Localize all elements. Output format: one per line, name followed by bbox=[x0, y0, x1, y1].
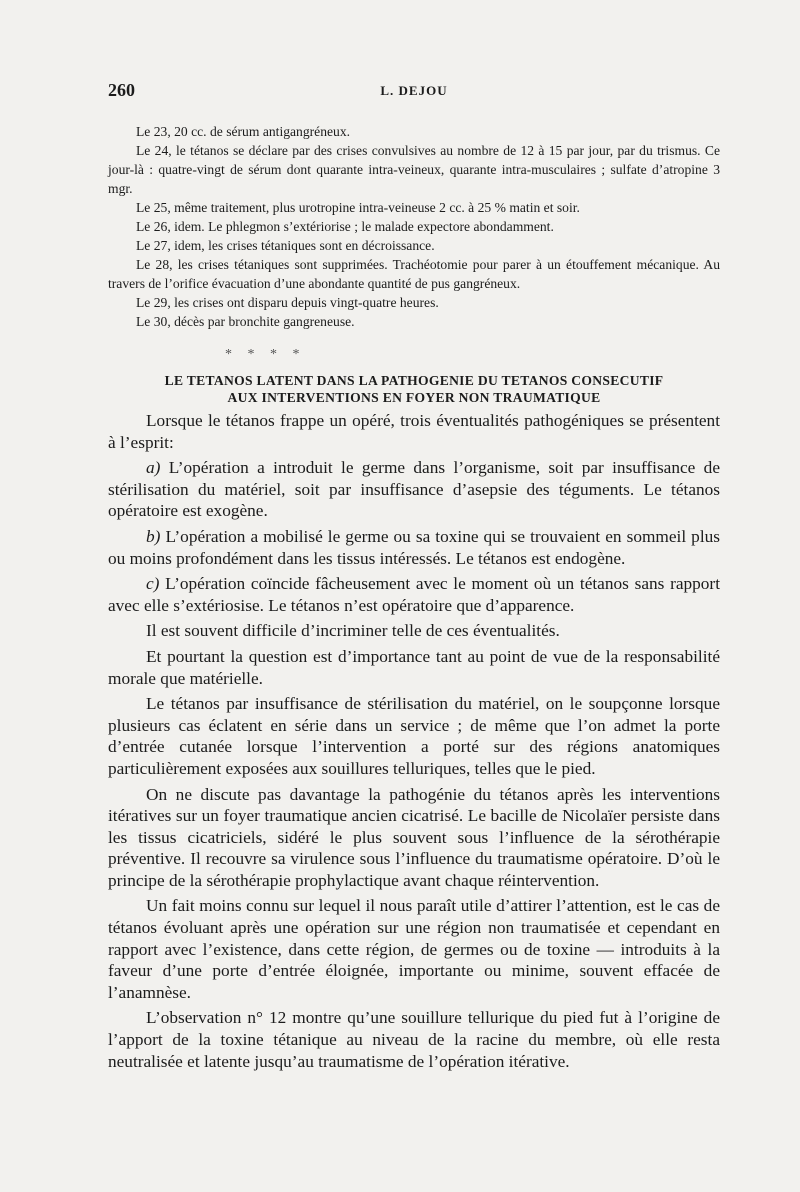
paragraph-a bbox=[108, 457, 720, 522]
paragraph-2: Et pourtant la question est d’importance tant au point de vue de la responsabilité morale que matérielle. bbox=[108, 646, 720, 688]
note-day-28: Le 28, les crises tétaniques sont supprimées. Trachéotomie pour parer à un étouffement mécanique. Au travers de l’orifice évacuation d’une abondante quantité de pus gangréneux. bbox=[108, 257, 720, 291]
note-day-23: Le 23, 20 cc. de sérum antigangréneux. bbox=[136, 124, 351, 139]
item-text-c: L’opération coïncide fâcheusement avec le moment où un tétanos sans rapport avec elle s’extériosise. Le tétanos n’est opératoire que d’apparence. bbox=[108, 574, 720, 615]
item-text-a: L’opération a introduit le germe dans l’organisme, soit par insuffisance de stérilisation du matériel, soit par insuffisance d’asepsie des téguments. Le tétanos opératoire est exogène. bbox=[108, 458, 720, 521]
paragraph-5: Un fait moins connu sur lequel il nous paraît utile d’attirer l’attention, est le cas de tétanos évoluant après une opération sur une région non traumatisée et cependant en rapport avec l’existence, dans cette région, de germes ou de toxine — introduits à la faveur d’une porte d’entrée éloignée, importante ou minime, souvent effacée de l’anamnèse. bbox=[108, 896, 720, 1002]
page-header bbox=[108, 80, 720, 102]
item-marker-c: c) bbox=[146, 574, 160, 594]
main-text bbox=[108, 410, 720, 1076]
item-marker-b: b) bbox=[146, 526, 161, 546]
paragraph-3: Le tétanos par insuffisance de stérilisation du matériel, on le soupçonne lorsque plusieurs cas éclatent en série dans un service ; de même que l’on admet la porte d’entrée cutanée lorsque l’intervention a porté sur des régions anatomiques particulièrement exposées aux souillures telluriques, telles que le pied. bbox=[108, 694, 720, 778]
section-title-line-2: AUX INTERVENTIONS EN FOYER NON TRAUMATIQUE bbox=[227, 390, 601, 405]
paragraph-b bbox=[108, 526, 720, 569]
paragraph-intro: Lorsque le tétanos frappe un opéré, trois éventualités pathogéniques se présentent à l’esprit: bbox=[108, 411, 720, 452]
paragraph-1: Il est souvent difficile d’incriminer telle de ces éventualités. bbox=[146, 621, 560, 641]
section-ornament: * * * * bbox=[225, 347, 306, 362]
note-day-27: Le 27, idem, les crises tétaniques sont en décroissance. bbox=[136, 238, 435, 253]
note-day-29: Le 29, les crises ont disparu depuis vingt-quatre heures. bbox=[136, 295, 439, 310]
running-head: L. DEJOU bbox=[380, 83, 448, 98]
note-day-24: Le 24, le tétanos se déclare par des crises convulsives au nombre de 12 à 15 par jour, par du trismus. Ce jour-là : quatre-vingt de sérum dont quarante intra-veineux, quarante intra-musculaires ; sulfate d’atropine 3 mgr. bbox=[108, 143, 720, 196]
note-day-30: Le 30, décès par bronchite gangreneuse. bbox=[136, 314, 355, 329]
paragraph-c bbox=[108, 573, 720, 616]
note-day-25: Le 25, même traitement, plus urotropine intra-veineuse 2 cc. à 25 % matin et soir. bbox=[136, 200, 580, 215]
item-marker-a: a) bbox=[146, 458, 161, 478]
item-text-b: L’opération a mobilisé le germe ou sa toxine qui se trouvaient en sommeil plus ou moins profondément dans les tissus intéressés. Le tétanos est endogène. bbox=[108, 526, 720, 568]
observation-notes bbox=[108, 122, 720, 331]
paragraph-4: On ne discute pas davantage la pathogénie du tétanos après les interventions itératives sur un foyer traumatique ancien cicatrisé. Le bacille de Nicolaïer persiste dans les tissus cicatriciels, sidéré le plus souvent sous l’influence de la sérothérapie préventive. Il recouvre sa virulence sous l’influence du traumatisme opératoire. D’où le principe de la sérothérapie prophylactique avant chaque réintervention. bbox=[108, 784, 720, 890]
section-title bbox=[108, 372, 720, 406]
page-number: 260 bbox=[108, 80, 135, 100]
paragraph-6: L’observation n° 12 montre qu’une souillure tellurique du pied fut à l’origine de l’apport de la toxine tétanique au niveau de la racine du membre, où elle resta neutralisée et latente jusqu’au traumatisme de l’opération itérative. bbox=[108, 1008, 720, 1071]
note-day-26: Le 26, idem. Le phlegmon s’extériorise ; le malade expectore abondamment. bbox=[136, 219, 554, 234]
section-title-line-1: LE TETANOS LATENT DANS LA PATHOGENIE DU TETANOS CONSECUTIF bbox=[164, 373, 664, 388]
